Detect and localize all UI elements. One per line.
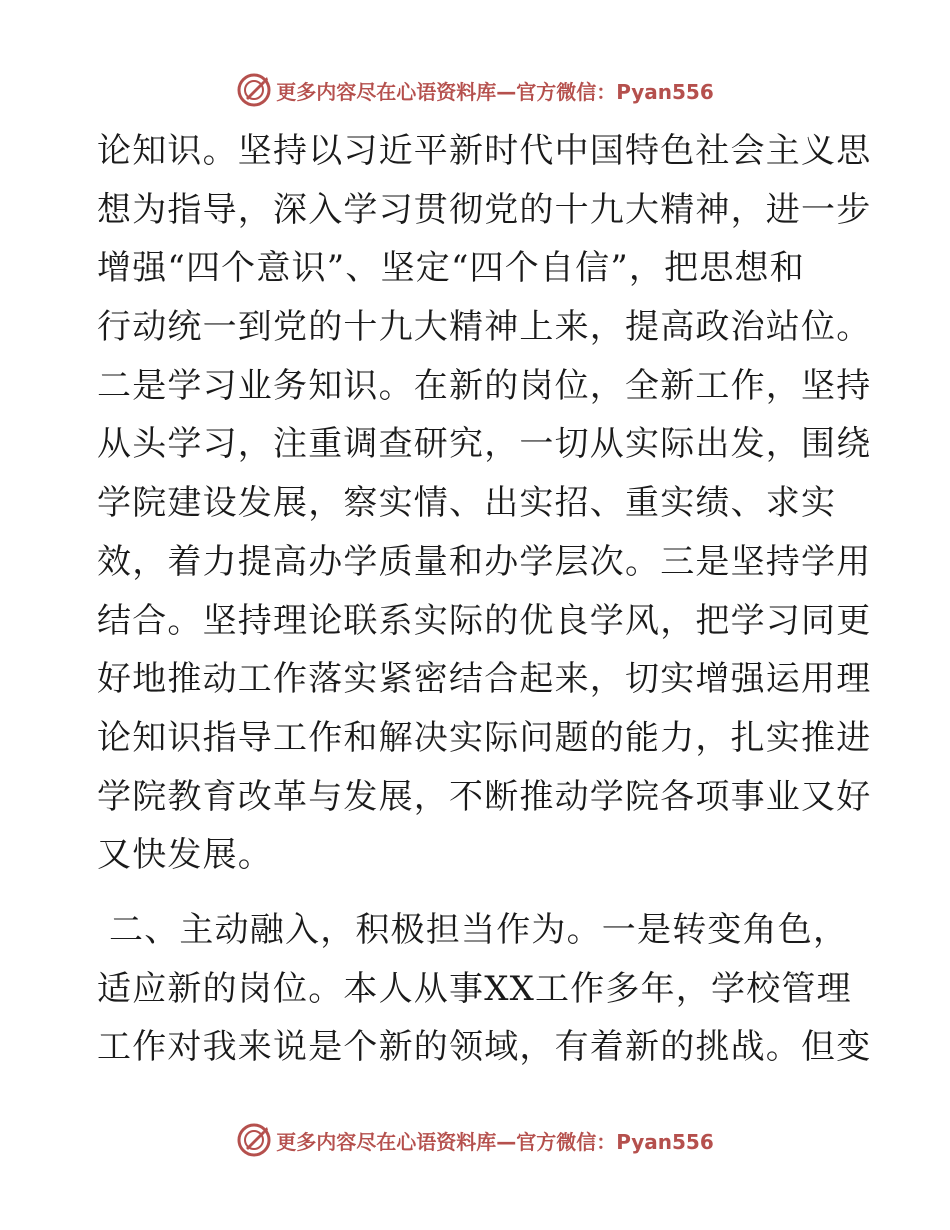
header-banner	[0, 70, 950, 110]
brand-logo-icon	[236, 72, 272, 108]
document-body	[97, 122, 872, 1077]
header-banner-text: 更多内容尽在心语资料库—官方微信：Pyan556	[276, 79, 714, 104]
text-line: 论知识。坚持以习近平新时代中国特色社会主义思	[97, 131, 872, 171]
footer-banner-text: 更多内容尽在心语资料库—官方微信：Pyan556	[276, 1129, 714, 1154]
text-line: 工作对我来说是个新的领域，有着新的挑战。但变	[97, 1027, 872, 1068]
footer-banner	[0, 1120, 950, 1160]
text-line: 好地推动工作落实紧密结合起来，切实增强运用理	[97, 659, 872, 700]
text-line: 二、主动融入，积极担当作为。一是转变角色，	[97, 909, 849, 950]
text-line: 论知识指导工作和解决实际问题的能力，扎实推进	[97, 717, 872, 758]
text-line: 学院教育改革与发展，不断推动学院各项事业又好	[97, 776, 872, 817]
text-line: 效，着力提高办学质量和办学层次。三是坚持学用	[97, 541, 872, 582]
text-line: 结合。坚持理论联系实际的优良学风，把学习同更	[97, 600, 872, 641]
text-line: 适应新的岗位。本人从事XX工作多年，学校管理	[97, 968, 852, 1009]
text-line: 又快发展。	[97, 835, 273, 876]
text-line: 学院建设发展，察实情、出实招、重实绩、求实	[97, 483, 837, 524]
brand-logo-icon	[236, 1122, 272, 1158]
text-line: 想为指导，深入学习贯彻党的十九大精神，进一步	[97, 189, 872, 230]
text-line: 增强“四个意识”、坚定“四个自信”，把思想和	[97, 248, 805, 289]
text-line: 行动统一到党的十九大精神上来，提高政治站位。	[97, 307, 872, 348]
text-line: 二是学习业务知识。在新的岗位，全新工作，坚持	[97, 365, 872, 406]
text-line: 从头学习，注重调查研究，一切从实际出发，围绕	[97, 424, 872, 465]
